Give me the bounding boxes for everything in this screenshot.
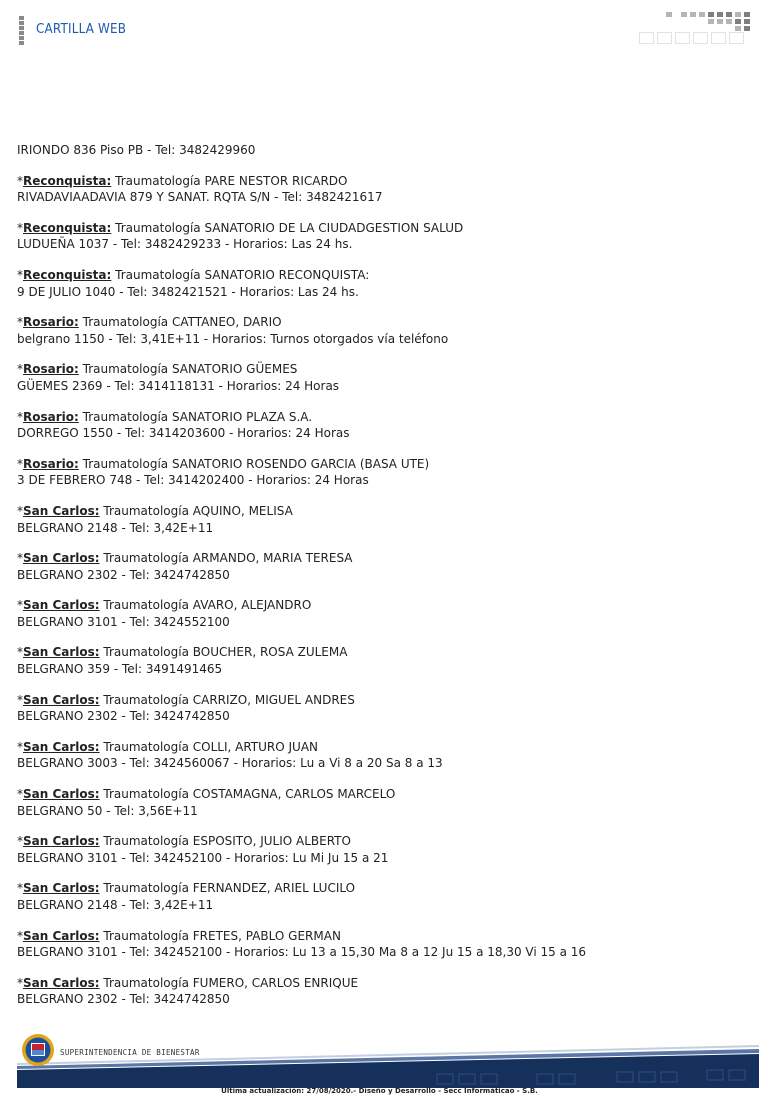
- page-header: [0, 0, 759, 60]
- provider-address: BELGRANO 50 - Tel: 3,56E+11: [17, 803, 198, 818]
- provider-entry: [17, 739, 737, 772]
- provider-name: Traumatología COSTAMAGNA, CARLOS MARCELO: [99, 787, 396, 802]
- provider-entry: [17, 314, 737, 347]
- provider-name-line: *San Carlos: Traumatología COSTAMAGNA, CARLOS MARCELO: [17, 787, 396, 802]
- header-grid-decoration-icon: [637, 12, 757, 48]
- seal-icon: [21, 1033, 55, 1067]
- intro-address-line: IRIONDO 836 Piso PB - Tel: 3482429960: [17, 143, 256, 157]
- provider-name: Traumatología SANATORIO RECONQUISTA:: [111, 267, 370, 282]
- provider-name-line: *San Carlos: Traumatología AQUINO, MELISA: [17, 503, 293, 518]
- city-label: San Carlos:: [23, 928, 100, 943]
- provider-entry: [17, 644, 737, 677]
- provider-name-line: *San Carlos: Traumatología AVARO, ALEJANDRO: [17, 598, 312, 613]
- city-label: San Carlos:: [23, 645, 100, 660]
- provider-entry: [17, 409, 737, 442]
- provider-name: Traumatología FERNANDEZ, ARIEL LUCILO: [99, 881, 356, 896]
- provider-name: Traumatología SANATORIO PLAZA S.A.: [78, 409, 313, 424]
- city-label: Rosario:: [23, 362, 79, 377]
- provider-name: Traumatología CATTANEO, DARIO: [78, 315, 282, 330]
- city-label: Reconquista:: [23, 220, 112, 235]
- provider-name-line: *San Carlos: Traumatología FRETES, PABLO GERMAN: [17, 928, 341, 943]
- provider-address: GÜEMES 2369 - Tel: 3414118131 - Horarios: 24 Horas: [17, 378, 340, 393]
- provider-name-line: *San Carlos: Traumatología ARMANDO, MARIA TERESA: [17, 551, 353, 566]
- city-label: Rosario:: [23, 409, 79, 424]
- city-label: San Carlos:: [23, 881, 100, 896]
- provider-address: BELGRANO 359 - Tel: 3491491465: [17, 662, 223, 677]
- provider-address: BELGRANO 3101 - Tel: 342452100 - Horarios: Lu Mi Ju 15 a 21: [17, 850, 389, 865]
- provider-entry: [17, 503, 737, 536]
- provider-entry: [17, 880, 737, 913]
- city-label: Rosario:: [23, 456, 79, 471]
- provider-address: BELGRANO 2302 - Tel: 3424742850: [17, 709, 230, 724]
- provider-name-line: *Rosario: Traumatología SANATORIO GÜEMES: [17, 362, 298, 377]
- provider-entry: [17, 456, 737, 489]
- footer-credit: Última actualización: 27/08/2020.- Diseño y Desarrollo - Secc Informáticao - S.B.: [221, 1087, 538, 1095]
- provider-name: Traumatología SANATORIO ROSENDO GARCIA (BASA UTE): [78, 456, 430, 471]
- provider-address: BELGRANO 2148 - Tel: 3,42E+11: [17, 520, 214, 535]
- provider-entry: [17, 692, 737, 725]
- city-label: San Carlos:: [23, 692, 100, 707]
- provider-address: BELGRANO 3003 - Tel: 3424560067 - Horarios: Lu a Vi 8 a 20 Sa 8 a 13: [17, 756, 443, 771]
- provider-name: Traumatología SANATORIO GÜEMES: [78, 362, 298, 377]
- provider-name: Traumatología FUMERO, CARLOS ENRIQUE: [99, 975, 359, 990]
- provider-name: Traumatología PARE NESTOR RICARDO: [111, 173, 348, 188]
- footer-organization: SUPERINTENDENCIA DE BIENESTAR: [60, 1048, 200, 1057]
- provider-name: Traumatología AQUINO, MELISA: [99, 503, 293, 518]
- provider-entry: [17, 975, 737, 1008]
- provider-address: BELGRANO 3101 - Tel: 3424552100: [17, 614, 230, 629]
- provider-name-line: *San Carlos: Traumatología COLLI, ARTURO JUAN: [17, 739, 319, 754]
- city-label: San Carlos:: [23, 598, 100, 613]
- provider-address: 3 DE FEBRERO 748 - Tel: 3414202400 - Horarios: 24 Horas: [17, 473, 369, 488]
- provider-address: DORREGO 1550 - Tel: 3414203600 - Horarios: 24 Horas: [17, 426, 350, 441]
- provider-name-line: *San Carlos: Traumatología FERNANDEZ, ARIEL LUCILO: [17, 881, 356, 896]
- provider-name: Traumatología FRETES, PABLO GERMAN: [99, 928, 341, 943]
- city-label: San Carlos:: [23, 834, 100, 849]
- provider-entry: [17, 786, 737, 819]
- city-label: San Carlos:: [23, 787, 100, 802]
- provider-name: Traumatología BOUCHER, ROSA ZULEMA: [99, 645, 348, 660]
- city-label: Rosario:: [23, 315, 79, 330]
- city-label: Reconquista:: [23, 173, 112, 188]
- provider-entry: [17, 361, 737, 394]
- provider-name: Traumatología CARRIZO, MIGUEL ANDRES: [99, 692, 355, 707]
- provider-name-line: *Reconquista: Traumatología SANATORIO DE LA CIUDADGESTION SALUD: [17, 220, 464, 235]
- provider-address: 9 DE JULIO 1040 - Tel: 3482421521 - Horarios: Las 24 hs.: [17, 284, 359, 299]
- provider-address: LUDUEÑA 1037 - Tel: 3482429233 - Horarios: Las 24 hs.: [17, 237, 353, 252]
- provider-entry: [17, 220, 737, 253]
- provider-name: Traumatología ESPOSITO, JULIO ALBERTO: [99, 834, 351, 849]
- provider-name-line: *San Carlos: Traumatología BOUCHER, ROSA ZULEMA: [17, 645, 348, 660]
- provider-name-line: *Rosario: Traumatología CATTANEO, DARIO: [17, 315, 282, 330]
- city-label: San Carlos:: [23, 739, 100, 754]
- provider-name-line: *Rosario: Traumatología SANATORIO ROSENDO GARCIA (BASA UTE): [17, 456, 430, 471]
- provider-name-line: *San Carlos: Traumatología ESPOSITO, JULIO ALBERTO: [17, 834, 351, 849]
- provider-name: Traumatología SANATORIO DE LA CIUDADGESTION SALUD: [111, 220, 464, 235]
- provider-name-line: *San Carlos: Traumatología FUMERO, CARLOS ENRIQUE: [17, 975, 359, 990]
- city-label: San Carlos:: [23, 975, 100, 990]
- city-label: Reconquista:: [23, 267, 112, 282]
- provider-name: Traumatología COLLI, ARTURO JUAN: [99, 739, 319, 754]
- provider-name: Traumatología ARMANDO, MARIA TERESA: [99, 551, 353, 566]
- provider-address: BELGRANO 2302 - Tel: 3424742850: [17, 992, 230, 1007]
- provider-entry: [17, 550, 737, 583]
- provider-address: RIVADAVIAADAVIA 879 Y SANAT. RQTA S/N - Tel: 3482421617: [17, 190, 383, 205]
- provider-entry: [17, 833, 737, 866]
- provider-entry: [17, 928, 737, 961]
- provider-name-line: *Reconquista: Traumatología SANATORIO RECONQUISTA:: [17, 267, 370, 282]
- provider-address: BELGRANO 2148 - Tel: 3,42E+11: [17, 898, 214, 912]
- provider-entry: [17, 597, 737, 630]
- provider-list: [17, 142, 737, 1008]
- page-title: CARTILLA WEB: [36, 22, 127, 37]
- page-footer: [0, 1026, 759, 1101]
- header-bars-icon: [19, 16, 24, 47]
- provider-address: belgrano 1150 - Tel: 3,41E+11 - Horarios: Turnos otorgados vía teléfono: [17, 331, 449, 346]
- provider-name-line: *Rosario: Traumatología SANATORIO PLAZA S.A.: [17, 409, 313, 424]
- provider-name-line: *Reconquista: Traumatología PARE NESTOR RICARDO: [17, 173, 348, 188]
- provider-name-line: *San Carlos: Traumatología CARRIZO, MIGUEL ANDRES: [17, 692, 355, 707]
- provider-entry: [17, 267, 737, 300]
- provider-address: BELGRANO 2302 - Tel: 3424742850: [17, 567, 230, 582]
- city-label: San Carlos:: [23, 551, 100, 566]
- provider-address: BELGRANO 3101 - Tel: 342452100 - Horarios: Lu 13 a 15,30 Ma 8 a 12 Ju 15 a 18,30 Vi 15 a 16: [17, 945, 587, 960]
- city-label: San Carlos:: [23, 503, 100, 518]
- footer-band-decoration: [17, 1036, 759, 1088]
- provider-name: Traumatología AVARO, ALEJANDRO: [99, 598, 312, 613]
- provider-entry: [17, 173, 737, 206]
